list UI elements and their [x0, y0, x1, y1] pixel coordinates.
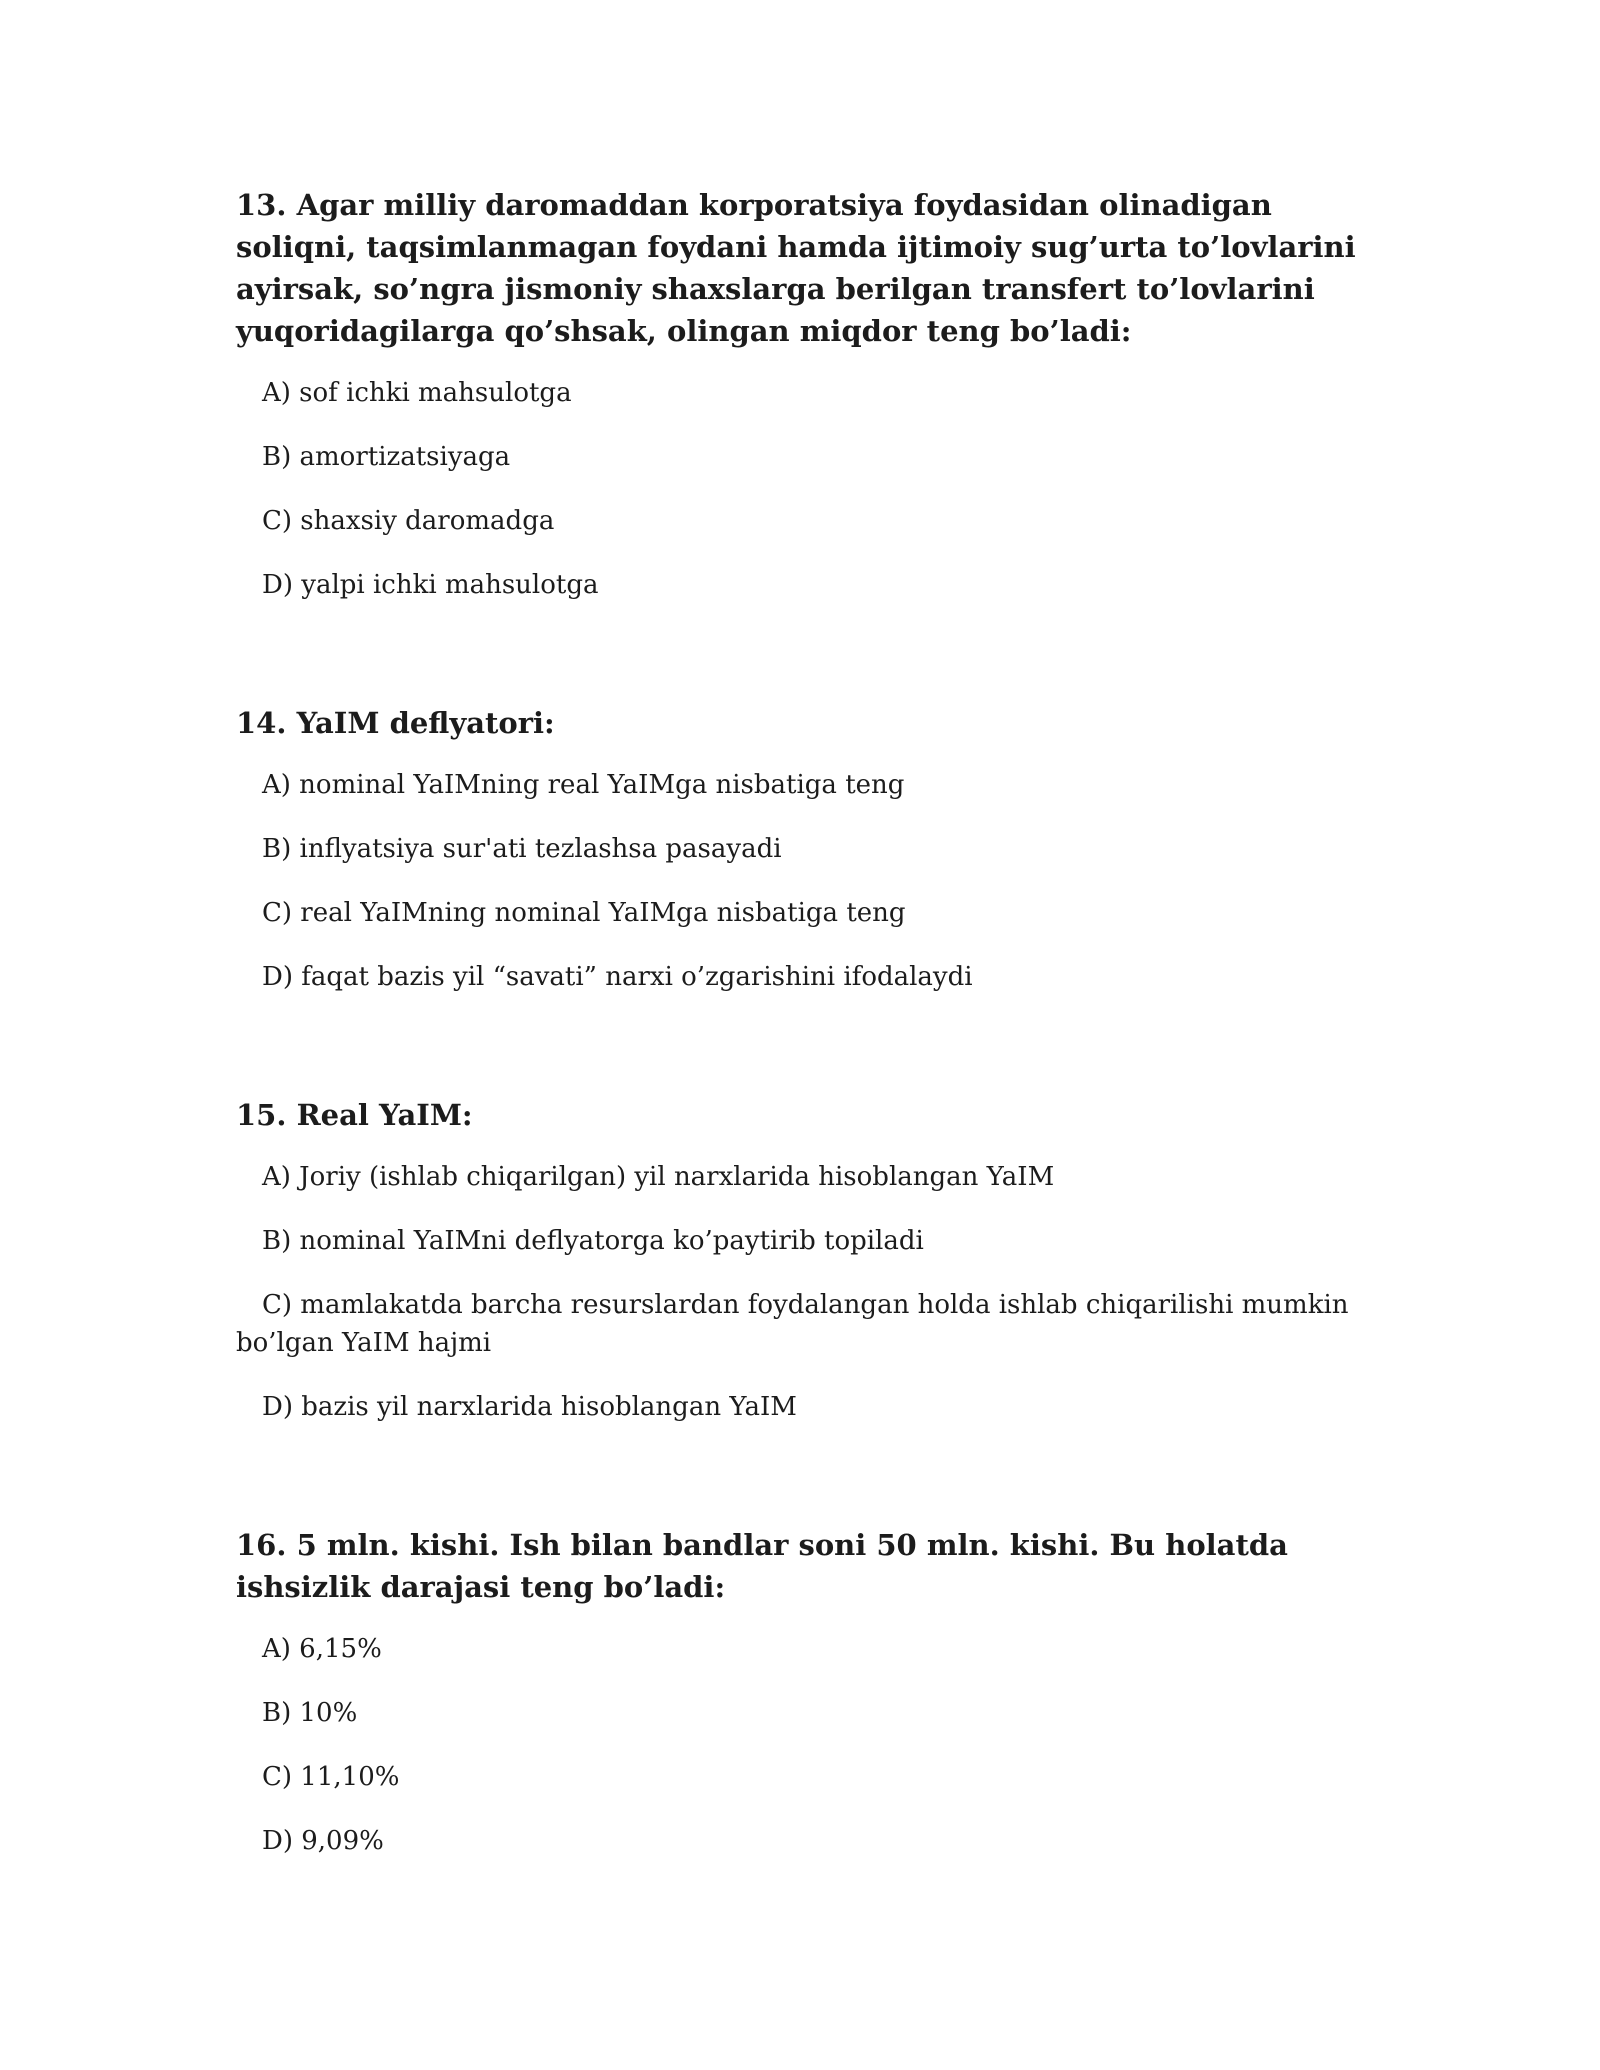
option-a: A) Joriy (ishlab chiqarilgan) yil narxlarida hisoblangan YaIM	[262, 1162, 1055, 1192]
question-number: 14.	[236, 706, 287, 740]
question-body: Agar milliy daromaddan korporatsiya foydasidan olinadigan soliqni, taqsimlanmagan foydani hamda ijtimoiy sug’urta to’lovlarini ayirsak, so’ngra jismoniy shaxslarga berilgan transfert to’lovlarini yuqoridagilarga qo’shsak, olingan miqdor teng bo’ladi:	[236, 188, 1356, 348]
question-number: 16.	[236, 1528, 287, 1562]
option-c: C) mamlakatda barcha resurslardan foydalangan holda ishlab chiqarilishi mumkin bo’lgan YaIM hajmi	[236, 1290, 1349, 1358]
question-text	[236, 1524, 1366, 1608]
option-b: B) 10%	[262, 1698, 358, 1728]
option-d: D) 9,09%	[262, 1826, 384, 1856]
option-c: C) 11,10%	[262, 1762, 400, 1792]
question-number: 15.	[236, 1098, 287, 1132]
option-a: A) sof ichki mahsulotga	[262, 378, 572, 408]
question-number: 13.	[236, 188, 287, 222]
question-16	[236, 1524, 1366, 1860]
option-b: B) amortizatsiyaga	[262, 442, 511, 472]
option-d: D) bazis yil narxlarida hisoblangan YaIM	[262, 1392, 797, 1422]
question-text	[236, 184, 1366, 352]
question-13	[236, 184, 1366, 604]
question-14	[236, 702, 1366, 996]
option-b: B) inflyatsiya sur'ati tezlashsa pasayadi	[262, 834, 782, 864]
question-text	[236, 1094, 1366, 1136]
option-a: A) nominal YaIMning real YaIMga nisbatiga teng	[262, 770, 905, 800]
question-text	[236, 702, 1366, 744]
question-body: Real YaIM:	[296, 1098, 473, 1132]
question-body: YaIM deflyatori:	[296, 706, 555, 740]
option-d: D) yalpi ichki mahsulotga	[262, 570, 599, 600]
options-list	[236, 374, 1366, 604]
options-list	[236, 766, 1366, 996]
question-body: 5 mln. kishi. Ish bilan bandlar soni 50 mln. kishi. Bu holatda ishsizlik darajasi teng bo’ladi:	[236, 1528, 1288, 1604]
options-list	[236, 1158, 1366, 1426]
option-a: A) 6,15%	[262, 1634, 382, 1664]
option-d: D) faqat bazis yil “savati” narxi o’zgarishini ifodalaydi	[262, 962, 973, 992]
option-c: C) real YaIMning nominal YaIMga nisbatiga teng	[262, 898, 906, 928]
question-15	[236, 1094, 1366, 1426]
option-c: C) shaxsiy daromadga	[262, 506, 555, 536]
options-list	[236, 1630, 1366, 1860]
document-page	[236, 184, 1366, 1958]
option-b: B) nominal YaIMni deflyatorga ko’paytirib topiladi	[262, 1226, 924, 1256]
